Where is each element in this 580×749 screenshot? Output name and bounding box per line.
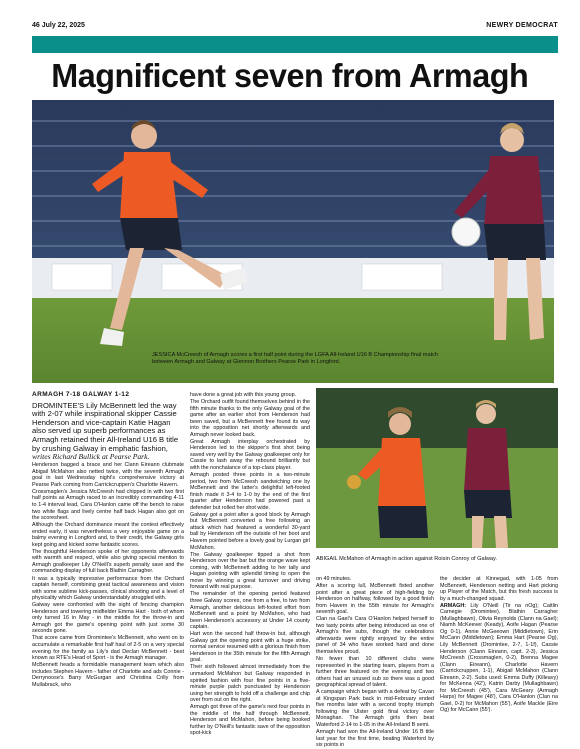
- paragraph: Armagh had won the All-Ireland Under 16 B title last year for the first time, beating Waterford by six points in: [316, 729, 434, 749]
- secondary-photo[interactable]: [316, 388, 558, 548]
- paragraph: on 49 minutes.: [316, 576, 352, 582]
- lineup-label: ARMAGH:: [440, 602, 467, 609]
- paragraph: Armagh got three of the game's next four points in the middle of the half through McBennett, Henderson and McMahon, before being booked further by O'Neill's fantastic save of the opposition spot-kick: [190, 704, 310, 737]
- article-column-1: [32, 392, 184, 689]
- paragraph: A campaign which began with a defeat by Cavan at Kingspan Park back in mid-February ended five months later with a second trophy triumph following the Ulster gold final victory over Monaghan. The Armagh girls then beat Waterford 2-14 to 1-05 in the All-Ireland B semi.: [316, 689, 434, 729]
- paragraph: It was a typically impressive performance from the Orchard captain herself, combining great tactical awareness and vision with some sublime kick-passes, clinical shooting and a level of physicality which Galway understandably struggled with.: [32, 575, 184, 602]
- article-column-4: [440, 576, 558, 714]
- paragraph: The Galway goalkeeper tipped a shot from Henderson over the bar but the orange wave kept coming, with McBennett adding to her tally and Hagan pointing with splendid timing to open the move by winning a great turnover and driving forward with real purpose.: [190, 551, 310, 591]
- lineup-text: Lily O'Neill (Tir na nOg); Caitlin Carnegie (Dromintee), Blathin Carragher (Mullaghbawn), Olivia Reynolds (Clann na Gael); Niamh McKeever (Keady), Aoife Hagan (Pearse Og 0-1), Annie McGeeown (Middletown), Erin McCann (Middletown); Emma Hart (Pearse Og), Lily McBennett (Dromintee, 2-7, 1-1f), Cassie Henderson (Clann Eireann, capt. 2-3), Jessica McCreesh (Crossmaglen, 0-2), Brenna Magee (Clann Eireann), Charlotte Havern (Carrickcruppen, 1-1), Abigail McMahon (Clann Eireann, 2-2). Subs used: Emma Duffy (Killeavy) for McKenna (42'), Katrin Darby (Mullaghbawn) for McCreesh (45'), Cara McGeary (Armagh Harps) for Magee (48'), Cara O'Hanlon (Clan na Gael, 0-2) for McMahon (55'), Aoife Mackle (Eire Og) for McCann (55').: [440, 602, 559, 714]
- paragraph: No fewer than 10 different clubs were represented in the starting team, players from a further three featured on the evening and two others had an unused sub so there was a good geographical spread of talent.: [316, 656, 434, 689]
- score-kicker: ARMAGH 7-18 GALWAY 1-12: [32, 391, 130, 398]
- paragraph: Great Armagh interplay orchestrated by Henderson led to the skipper's first shot being saved very well by the Galway goalkeeper only for Cassie to lash away the rebound brilliantly but with the nonchalance of a top-class player.: [190, 438, 310, 472]
- paragraph: That score came from Dromintee's McBennett, who went on to accumulate a remarkable first half haul of 2-5 on a very special evening for the family as Lily's dad Declan McBennett - best known as RTE's Head of Sport - is the Armagh manager.: [32, 635, 184, 662]
- paragraph: McBennett heads a formidable management team which also includes Stephen Havern - father of Charlotte and ads Connie - Derrynoose's Barry McGurgan and Christina Crilly from Mullabrack, who: [32, 662, 184, 688]
- secondary-photo-image: [316, 388, 558, 548]
- paragraph: the decider at Kinnegad, with 1-05 from McBennett, Henderson netting and Hart picking up Player of the Match, but this fresh success is by a much-changed squad.: [440, 576, 558, 602]
- paragraph: Although the Orchard dominance meant the contest effectively ended early, it was nevertheless a very enjoyable game on a balmy evening in Longford and, to their credit, the Galway girls kept going and kicked some fantastic scores.: [32, 522, 184, 548]
- paragraph: The thoughtful Henderson spoke of her opponents afterwards with warmth and respect, while also giving special mention to Armagh goalkeeper Lily O'Neill's superb penalty save and the commanding display of full back Blathin Carragher.: [32, 548, 184, 575]
- byline: writes Richard Bullick at Pearse Park.: [32, 452, 150, 462]
- paragraph: Crossmaglen's Jessica McCreesh had chipped in with two first half points as Armagh raced to an incredibly commanding 4-11 to 1-4 interval lead, Cara O'Hanlon came off the bench to raise two white flags and lively centre half back Hagan also got on the scoresheet.: [32, 488, 184, 522]
- paragraph: Armagh posted three points in a two-minute period, two from McCreesh sandwiching one by McBennett and the latter's delightful left-footed finish made it 3-4 to 1-0 by the end of the first quarter after Henderson had powered past a defender but rolled her shot wide.: [190, 472, 310, 511]
- paragraph: Henderson bagged a brace and her Clann Eireann clubmate Abigail McMahon also netted twice, with the seventh Armagh goal in last Wednesday night's comprehensive victory at Pearse Park coming from Carrickcruppen's Charlotte Havern.: [32, 462, 184, 488]
- section-bar: [32, 36, 558, 53]
- paragraph: have done a great job with this young group.: [190, 392, 297, 398]
- paragraph: Clan na Gael's Cara O'Hanlon helped herself to two tasty points after being introduced as one of Armagh's five subs, though the celebrations afterwards were rightly enjoyed by the entire panel of 34 who have worked hard and done themselves proud.: [316, 616, 434, 656]
- headline: Magnificent seven from Armagh: [51, 57, 529, 94]
- page-number-date: 46 July 22, 2025: [32, 22, 85, 29]
- folio: [32, 22, 558, 34]
- paragraph: The remainder of the opening period featured three Galway scores, one from a free, to two from Armagh, another delicious left-footed effort from McBennett and a point by McMahon, who had been Henderson's accessory at Under 14 county captain.: [190, 591, 310, 631]
- paragraph: Galway were confronted with the sight of fencing champion Henderson and towering midfielder Emma Hart - both of whom only turned 16 in May - in the middle for the throw-in and Armagh got the game's opening point with just some 30 seconds gone.: [32, 602, 184, 635]
- lede-text: DROMINTEE'S Lily McBennett led the way with 2-07 while inspirational skipper Cassie Henderson and vice-captain Katie Hagan also served up superb performances as Armagh retained their All-Ireland U16 B title by crushing Galway in emphatic fashion,: [32, 400, 179, 453]
- main-photo-image: [32, 100, 554, 383]
- publication-name: NEWRY DEMOCRAT: [486, 22, 558, 29]
- team-lineup: [440, 603, 558, 714]
- secondary-photo-caption: ABIGAIL McMahon of Armagh in action against Roisin Conroy of Galway.: [316, 556, 497, 562]
- article-column-3: [316, 576, 434, 749]
- article-lede: [32, 402, 184, 462]
- paragraph: After a scoring lull, McBennett fisted another point after a great piece of high-fielding by Henderson on halfway, followed by a good finish from Havern in the 55th minute for Armagh's seventh goal.: [316, 583, 434, 616]
- paragraph: The Orchard outfit found themselves behind in the fifth minute thanks to the only Galway goal of the game after an earlier shot from Henderson had been saved, but a McBennett free found its way into the opposition net shortly afterwards and Armagh never looked back.: [190, 399, 310, 438]
- paragraph: Their sixth followed almost immediately from the unmarked McMahon but Galway responded in spirited fashion with four fine points in a five-minute purple patch punctuated by Henderson using her strength to hold off a challenge and chip over from out on the right.: [190, 664, 310, 704]
- main-photo[interactable]: [32, 100, 554, 383]
- paragraph: Hart won the second half throw-in but, although Galway got the opening point with a huge strike, normal service resumed with a glorious finish from Henderson in the 35th minute for the fifth Armagh goal.: [190, 631, 310, 664]
- paragraph: Galway got a point after a good block by Armagh but McBennett converted a free following an attack which had featured a wonderful 30-yard ball by Henderson off the outside of her boot and Havern pointed before a lovely goal by Lurgan girl McMahon.: [190, 511, 310, 551]
- article-column-2: [190, 392, 310, 737]
- main-photo-caption: JESSICA McCreesh of Armagh scores a first half point during the LGFA All-Ireland U16 B Championship final match between Armagh and Galway at Glennon Brothers Pearse Park in Longford.: [152, 352, 439, 366]
